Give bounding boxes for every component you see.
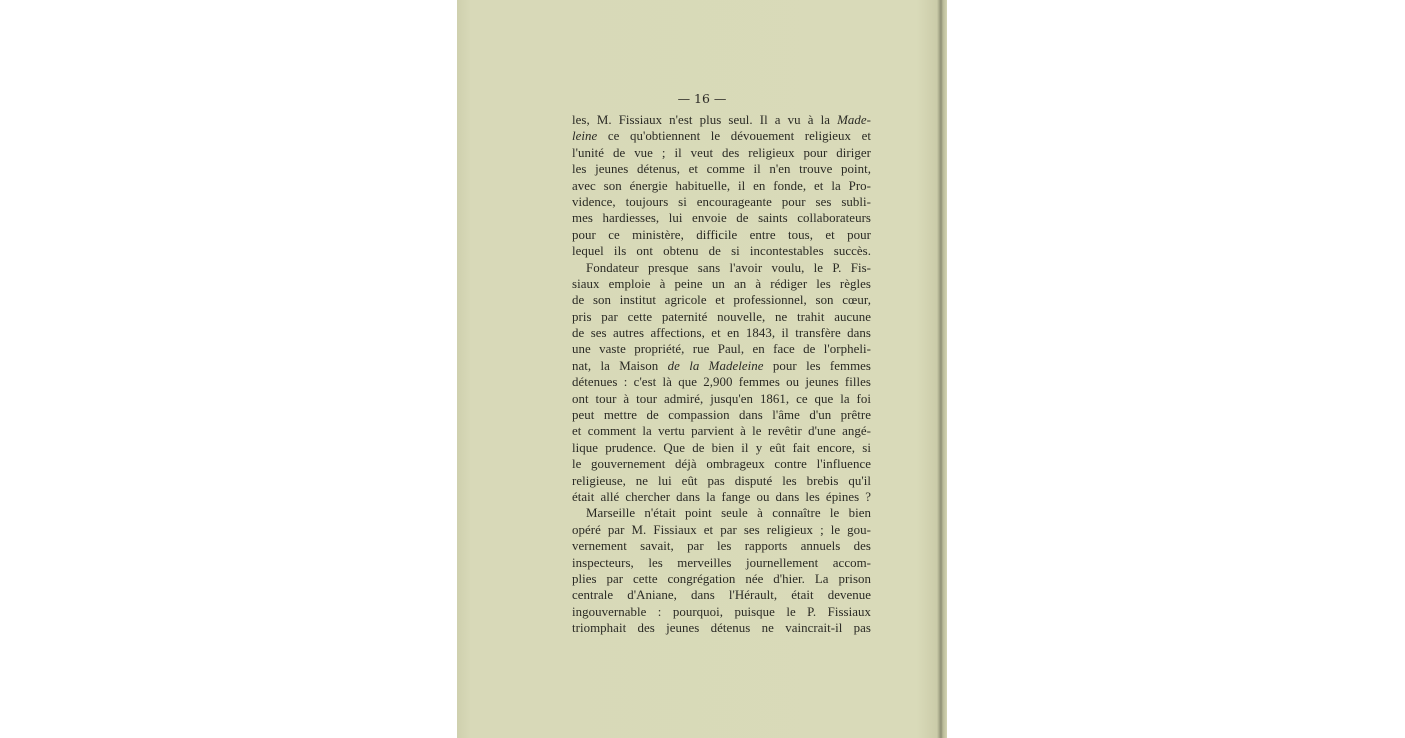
- text-segment: siaux emploie à peine un an à rédiger les règles: [572, 276, 871, 291]
- text-line: [572, 161, 871, 177]
- text-segment: triomphait des jeunes détenus ne vaincrait-il pas: [572, 621, 871, 636]
- text-line: [572, 292, 871, 308]
- text-line: [572, 407, 871, 423]
- text-segment: ont tour à tour admiré, jusqu'en 1861, ce que la foi: [572, 391, 871, 406]
- text-segment: centrale d'Aniane, dans l'Hérault, était devenue: [572, 588, 871, 603]
- text-segment: vernement savait, par les rapports annuels des: [572, 539, 871, 554]
- text-line: [572, 260, 871, 276]
- text-segment: et comment la vertu parvient à le revêtir d'une angé-: [572, 424, 871, 439]
- text-line: [572, 571, 871, 587]
- text-line: [572, 505, 871, 521]
- text-line: [572, 456, 871, 472]
- text-line: [572, 423, 871, 439]
- text-segment: vidence, toujours si encourageante pour ses subli-: [572, 194, 871, 209]
- text-segment: Fondateur presque sans l'avoir voulu, le P. Fis-: [586, 260, 871, 275]
- text-segment: mes hardiesses, lui envoie de saints collaborateurs: [572, 211, 871, 226]
- text-segment: les, M. Fissiaux n'est plus seul. Il a vu à la: [572, 113, 838, 127]
- text-segment: peut mettre de compassion dans l'âme d'un prêtre: [572, 408, 871, 423]
- text-segment: lequel ils ont obtenu de si incontestables succès.: [572, 244, 871, 259]
- text-line: [572, 587, 871, 603]
- text-line: [572, 604, 871, 620]
- text-line: [572, 227, 871, 243]
- text-line: [572, 128, 871, 144]
- text-segment: Marseille n'était point seule à connaître le bien: [586, 506, 871, 521]
- text-line: [572, 243, 871, 259]
- text-segment: pris par cette paternité nouvelle, ne trahit aucune: [572, 309, 871, 324]
- text-line: [572, 538, 871, 554]
- text-line: [572, 555, 871, 571]
- text-segment: lique prudence. Que de bien il y eût fait encore, si: [572, 440, 871, 455]
- text-segment: une vaste propriété, rue Paul, en face de l'orpheli-: [572, 342, 871, 357]
- text-segment: inspecteurs, les merveilles journellement accom-: [572, 555, 871, 570]
- italic-text-segment: leine: [572, 129, 598, 144]
- text-segment: opéré par M. Fissiaux et par ses religieux ; le gou-: [572, 522, 871, 537]
- text-line: [572, 440, 871, 456]
- text-segment: le gouvernement déjà ombrageux contre l'influence: [572, 457, 871, 472]
- text-segment: pour les femmes: [763, 358, 871, 373]
- text-line: [572, 309, 871, 325]
- text-segment: plies par cette congrégation née d'hier. La prison: [572, 571, 871, 586]
- page-number: — 16 —: [677, 91, 727, 106]
- text-line: [572, 341, 871, 357]
- text-line: [572, 522, 871, 538]
- text-line: [572, 489, 871, 505]
- text-line: [572, 391, 871, 407]
- text-line: [572, 112, 871, 128]
- text-segment: nat, la Maison: [572, 358, 668, 373]
- text-line: [572, 276, 871, 292]
- text-segment: de ses autres affections, et en 1843, il transfère dans: [572, 326, 871, 341]
- text-segment: l'unité de vue ; il veut des religieux pour diriger: [572, 145, 871, 160]
- text-segment: pour ce ministère, difficile entre tous, et pour: [572, 227, 871, 242]
- text-line: [572, 145, 871, 161]
- italic-text-segment: Made-: [837, 113, 871, 127]
- text-line: [572, 374, 871, 390]
- text-line: [572, 620, 871, 636]
- text-line: [572, 325, 871, 341]
- text-segment: détenues : c'est là que 2,900 femmes ou jeunes filles: [572, 375, 871, 390]
- text-segment: avec son énergie habituelle, il en fonde, et la Pro-: [572, 178, 871, 193]
- scanned-page: [457, 0, 947, 738]
- body-text: [572, 112, 871, 637]
- text-line: [572, 358, 871, 374]
- text-line: [572, 473, 871, 489]
- text-line: [572, 194, 871, 210]
- italic-text-segment: de la Madeleine: [667, 358, 764, 373]
- text-line: [572, 210, 871, 226]
- text-segment: religieuse, ne lui eût pas disputé les brebis qu'il: [572, 473, 871, 488]
- text-segment: était allé chercher dans la fange ou dans les épines ?: [572, 489, 871, 504]
- text-segment: de son institut agricole et professionnel, son cœur,: [572, 293, 871, 308]
- text-segment: ce qu'obtiennent le dévouement religieux et: [597, 129, 871, 144]
- text-line: [572, 178, 871, 194]
- text-segment: ingouvernable : pourquoi, puisque le P. Fissiaux: [572, 604, 871, 619]
- text-segment: les jeunes détenus, et comme il n'en trouve point,: [572, 162, 871, 177]
